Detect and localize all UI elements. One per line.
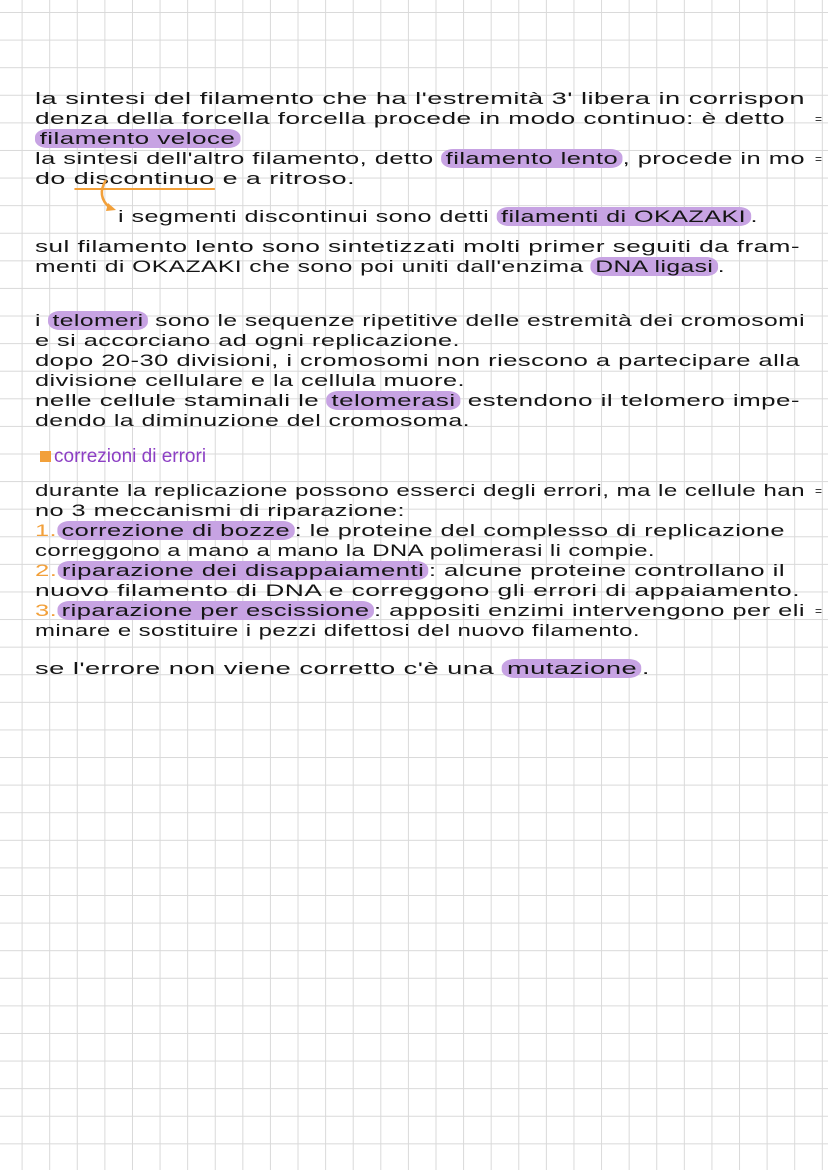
note-line [35, 130, 240, 148]
note-text: i [35, 311, 49, 330]
note-text: divisione cellulare e la cellula muore. [35, 371, 465, 390]
note-text: dendo la diminuzione del cromosoma. [35, 411, 470, 430]
note-line [118, 208, 758, 226]
highlighted-term: telomeri [48, 311, 148, 330]
note-line [35, 170, 355, 188]
hyphen-mark: = [815, 112, 823, 126]
hyphen-mark: = [815, 604, 823, 618]
note-line [35, 622, 640, 640]
highlighted-term: DNA ligasi [591, 257, 718, 276]
note-text: durante la replicazione possono esserci degli errori, ma le cellule han [35, 481, 805, 500]
note-text: sono le sequenze ripetitive delle estremità dei cromosomi [147, 311, 805, 330]
note-text: : alcune proteine controllano il [428, 561, 785, 580]
note-line [35, 482, 805, 500]
note-line [35, 110, 785, 128]
note-line [35, 372, 465, 390]
note-text: e a ritroso. [214, 169, 355, 188]
highlighted-term: filamento lento [441, 149, 622, 168]
note-text: sul filamento lento sono sintetizzati molti primer seguiti da fram- [35, 237, 800, 256]
note-text: correggono a mano a mano la DNA polimerasi li compie. [35, 541, 655, 560]
note-line [35, 542, 655, 560]
note-line [35, 562, 785, 580]
hyphen-mark: = [815, 484, 823, 498]
bullet-square-icon [40, 451, 51, 462]
note-line [35, 660, 650, 678]
note-text: dopo 20-30 divisioni, i cromosomi non riescono a partecipare alla [35, 351, 800, 370]
note-text: e si accorciano ad ogni replicazione. [35, 331, 460, 350]
highlighted-term: riparazione dei disappaiamenti [57, 561, 428, 580]
note-text: se l'errore non viene corretto c'è una [35, 659, 503, 678]
note-text: : le proteine del complesso di replicazione [294, 521, 785, 540]
note-text: no 3 meccanismi di riparazione: [35, 501, 405, 520]
note-line [35, 502, 405, 520]
highlighted-term: riparazione per escissione [57, 601, 374, 620]
highlighted-term: telomerasi [327, 391, 460, 410]
list-number: 1. [35, 521, 58, 540]
note-text: , procede in mo [622, 149, 805, 168]
note-line [35, 332, 460, 350]
note-text: . [717, 257, 725, 276]
note-text: do [35, 169, 74, 188]
list-number: 3. [35, 601, 58, 620]
note-text: la sintesi del filamento che ha l'estremità 3' libera in corrispon [35, 89, 805, 108]
note-text: la sintesi dell'altro filamento, detto [35, 149, 442, 168]
note-line [35, 582, 800, 600]
note-text: minare e sostituire i pezzi difettosi del nuovo filamento. [35, 621, 640, 640]
note-text: denza della forcella forcella procede in modo continuo: è detto [35, 109, 785, 128]
list-number: 2. [35, 561, 58, 580]
note-text: nuovo filamento di DNA e correggono gli errori di appaiamento. [35, 581, 800, 600]
note-text: i segmenti discontinui sono detti [118, 207, 497, 226]
curved-arrow-icon [94, 178, 120, 218]
note-text: estendono il telomero impe- [460, 391, 800, 410]
highlighted-term: mutazione [502, 659, 642, 678]
note-line [35, 90, 805, 108]
note-line [35, 352, 800, 370]
note-text: menti di OKAZAKI che sono poi uniti dall'enzima [35, 257, 591, 276]
highlighted-term: filamenti di OKAZAKI [497, 207, 751, 226]
note-line [35, 258, 725, 276]
note-line [35, 602, 805, 620]
note-line [35, 522, 785, 540]
heading-text: correzioni di errori [54, 446, 207, 467]
highlighted-term: correzione di bozze [57, 521, 295, 540]
note-text: . [641, 659, 650, 678]
note-line [35, 392, 800, 410]
section-heading [40, 446, 206, 468]
highlighted-term: filamento veloce [35, 129, 240, 148]
hyphen-mark: = [815, 152, 823, 166]
note-line [35, 412, 470, 430]
note-text: : appositi enzimi intervengono per eli [374, 601, 805, 620]
note-line [35, 150, 805, 168]
note-text: nelle cellule staminali le [35, 391, 327, 410]
note-text: discontinuo [73, 169, 215, 188]
note-line [35, 312, 805, 330]
note-text: . [750, 207, 758, 226]
note-line [35, 238, 800, 256]
